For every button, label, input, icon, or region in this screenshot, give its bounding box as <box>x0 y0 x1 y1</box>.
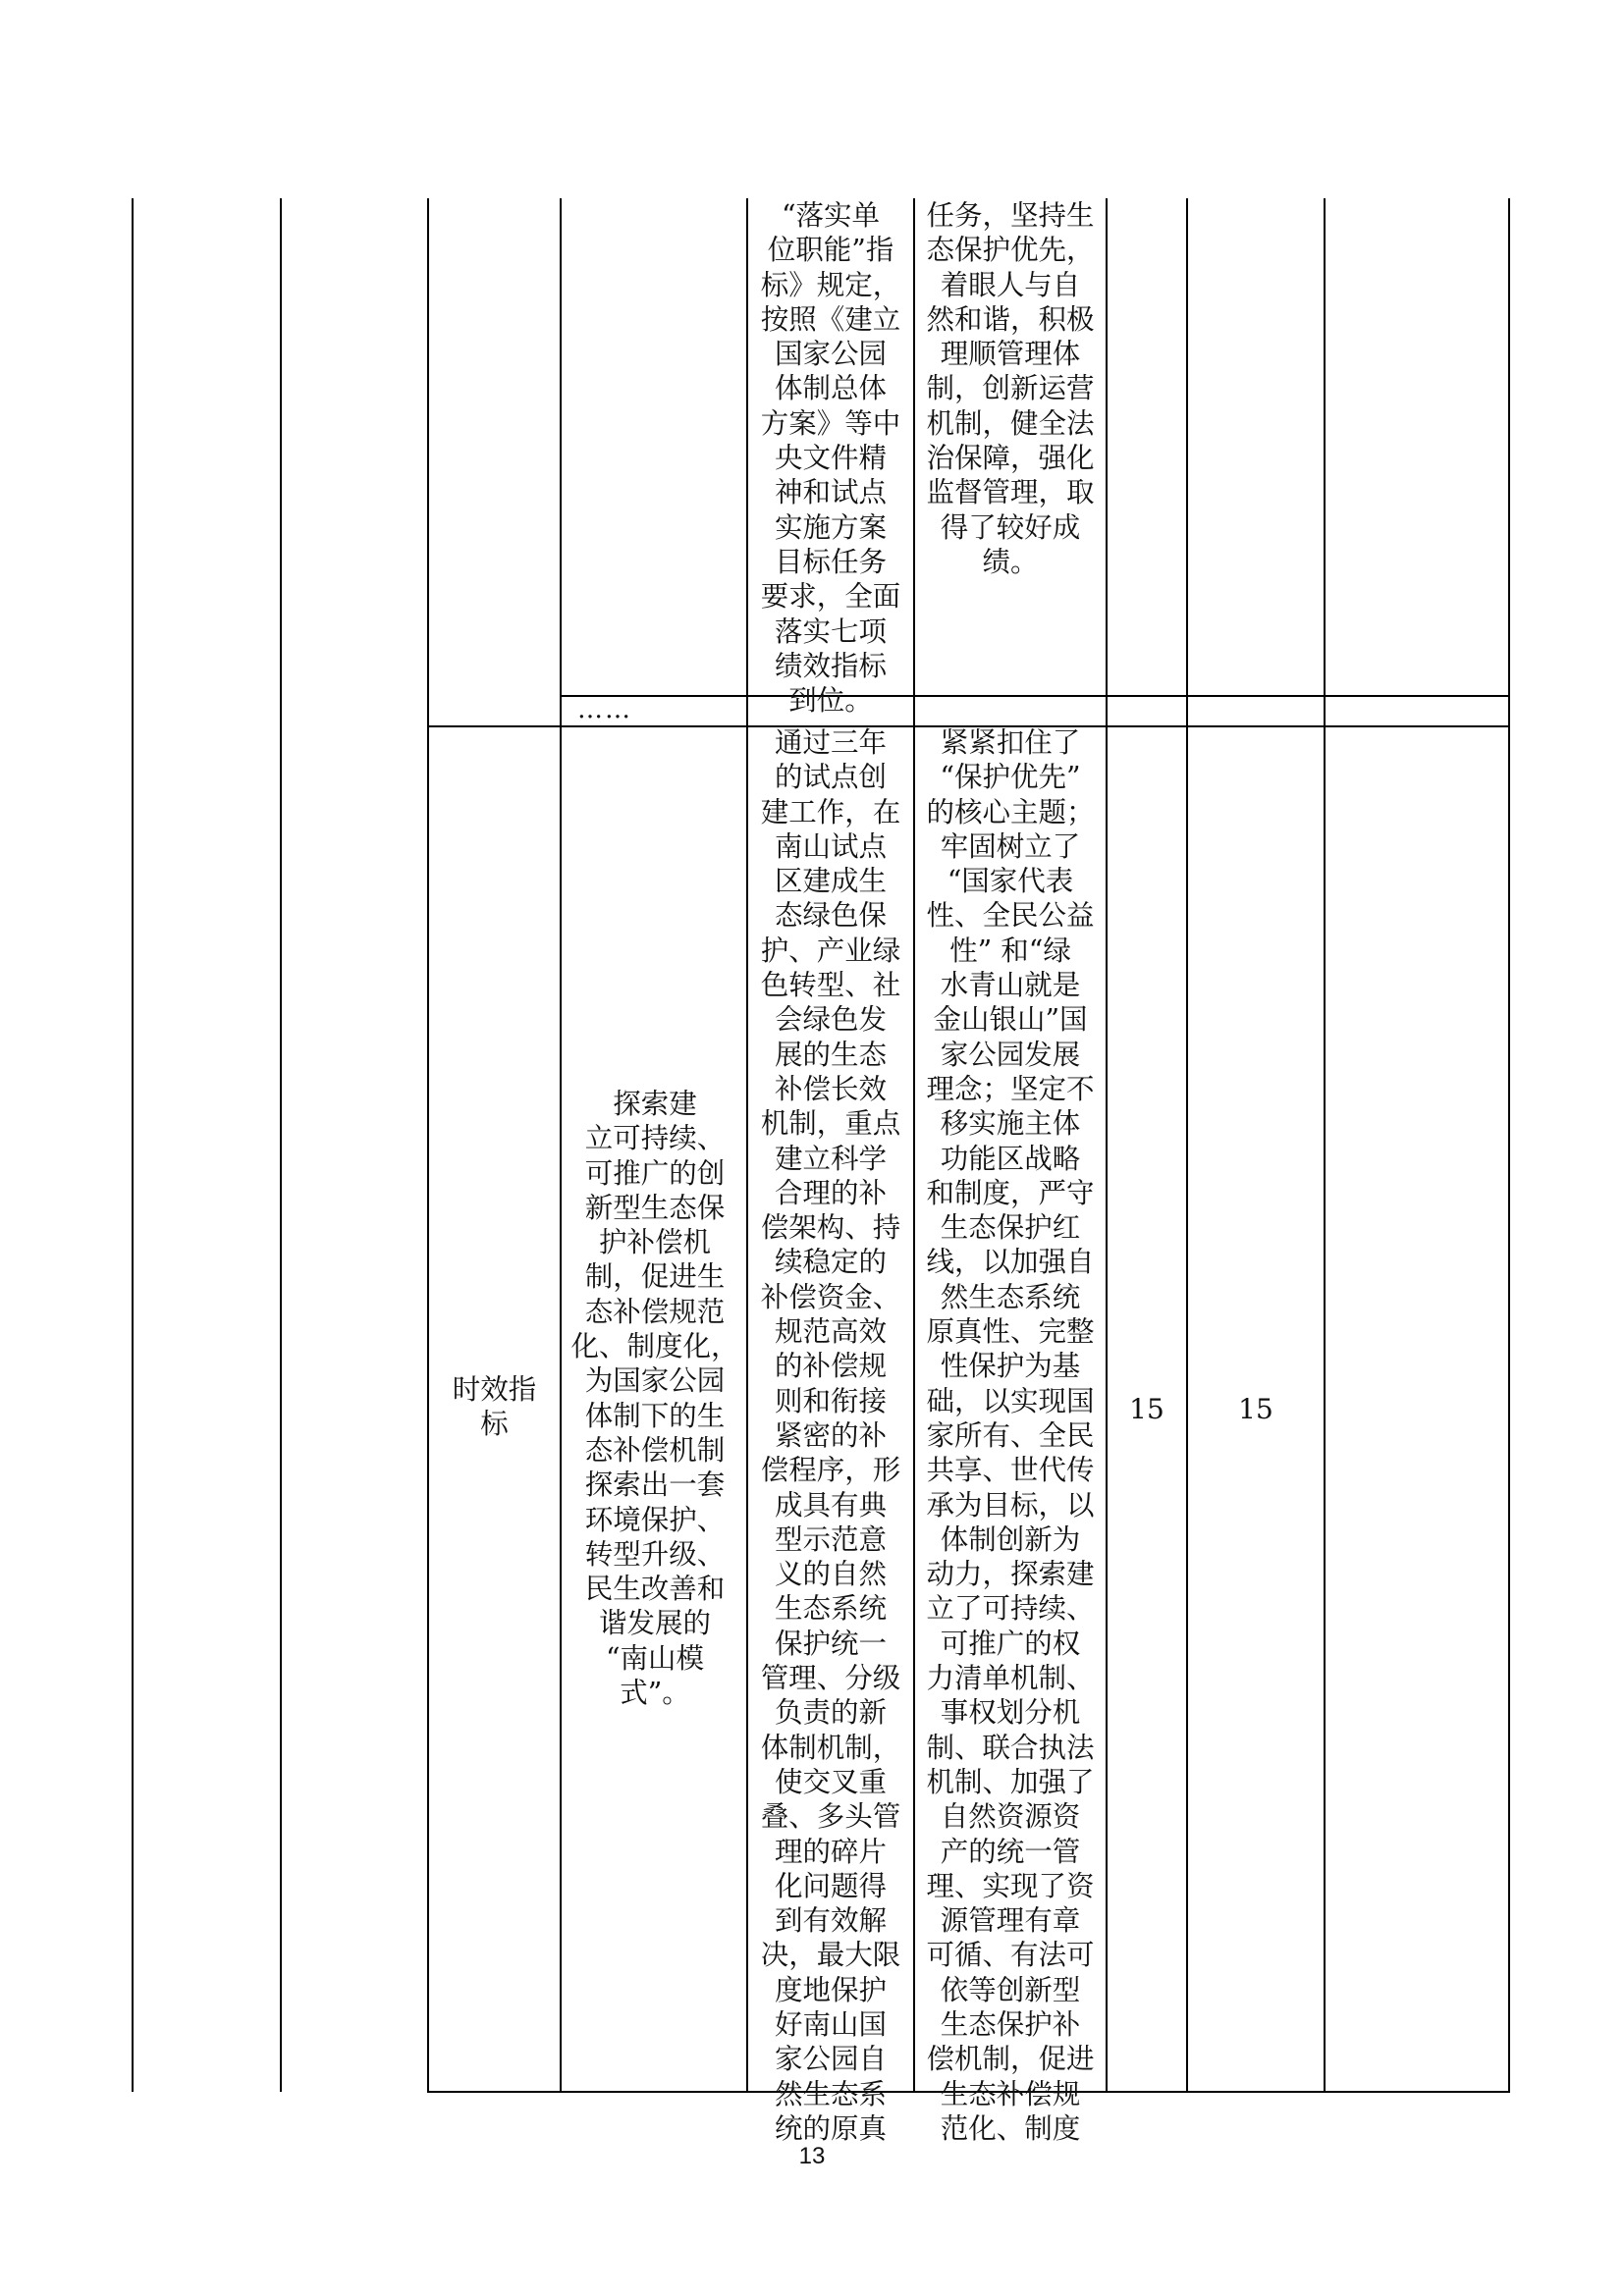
table-divider-col3 <box>560 198 562 2092</box>
indicator-description: 探索建 立可持续、 可推广的创 新型生态保 护补偿机 制，促进生 态补偿规范 化、制度化， 为国家公园 体制下的生 态补偿机制 探索出一套 环境保护、 转型升级、 民生改善和 谐发展的 “南山模 式”。 <box>570 1088 739 1710</box>
table-border-right <box>1508 198 1510 2092</box>
row-divider-1 <box>560 695 1510 697</box>
row1-evaluation-basis: “落实单 位职能”指 标》规定， 按照《建立 国家公园 体制总体 方案》等中 央文件精 神和试点 实施方案 目标任务 要求，全面 落实七项 绩效指标 到位。 <box>760 199 901 718</box>
table-divider-col1 <box>280 198 282 2092</box>
table-divider-col2 <box>427 198 429 2092</box>
ellipsis-row-text: …… <box>577 695 632 724</box>
table-divider-col7 <box>1186 198 1188 2092</box>
score-weight: 15 <box>1129 1393 1164 1425</box>
indicator-category: 时效指 标 <box>452 1373 537 1441</box>
score-actual: 15 <box>1238 1393 1273 1425</box>
actual-performance: 紧紧扣住了 “保护优先” 的核心主题； 牢固树立了 “国家代表 性、全民公益 性” 和“绿 水青山就是 金山银山”国 家公园发展 理念；坚定不 移实施主体 功能区战略 和制度，严守 生态保护红 线，以加强自 然生态系统 原真性、完整 性保护为基 础，以实现国 家所有、全民 共享、世代传 承为目标，以 体制创新为 动力，探索建 立了可持续、 可推广的权 力清单机制、 事权划分机 制、联合执法 机制、加强了 自然资源资 产的统一管 理、实现了资 源管理有章 可循、有法可 依等创新型 生态保护补 偿机制，促进 生态补偿规 范化、制度 <box>926 726 1095 2145</box>
page-number: 13 <box>798 2143 826 2169</box>
table-border-left <box>132 198 134 2092</box>
table-divider-col6 <box>1106 198 1108 2092</box>
table-divider-col8 <box>1324 198 1326 2092</box>
performance-target: 通过三年 的试点创 建工作，在 南山试点 区建成生 态绿色保 护、产业绿 色转型、社 会绿色发 展的生态 补偿长效 机制，重点 建立科学 合理的补 偿架构、持 续稳定的 补偿资金、 规范高效 的补偿规 则和衔接 紧密的补 偿程序，形 成具有典 型示范意 义的自然 生态系统 保护统一 管理、分级 负责的新 体制机制， 使交叉重 叠、多头管 理的碎片 化问题得 到有效解 决，最大限 度地保护 好南山国 家公园自 然生态系 统的原真 <box>760 726 901 2145</box>
row1-actual-performance: 任务，坚持生 态保护优先， 着眼人与自 然和谐，积极 理顺管理体 制，创新运营 机制，健全法 治保障，强化 监督管理，取 得了较好成 绩。 <box>926 199 1095 578</box>
